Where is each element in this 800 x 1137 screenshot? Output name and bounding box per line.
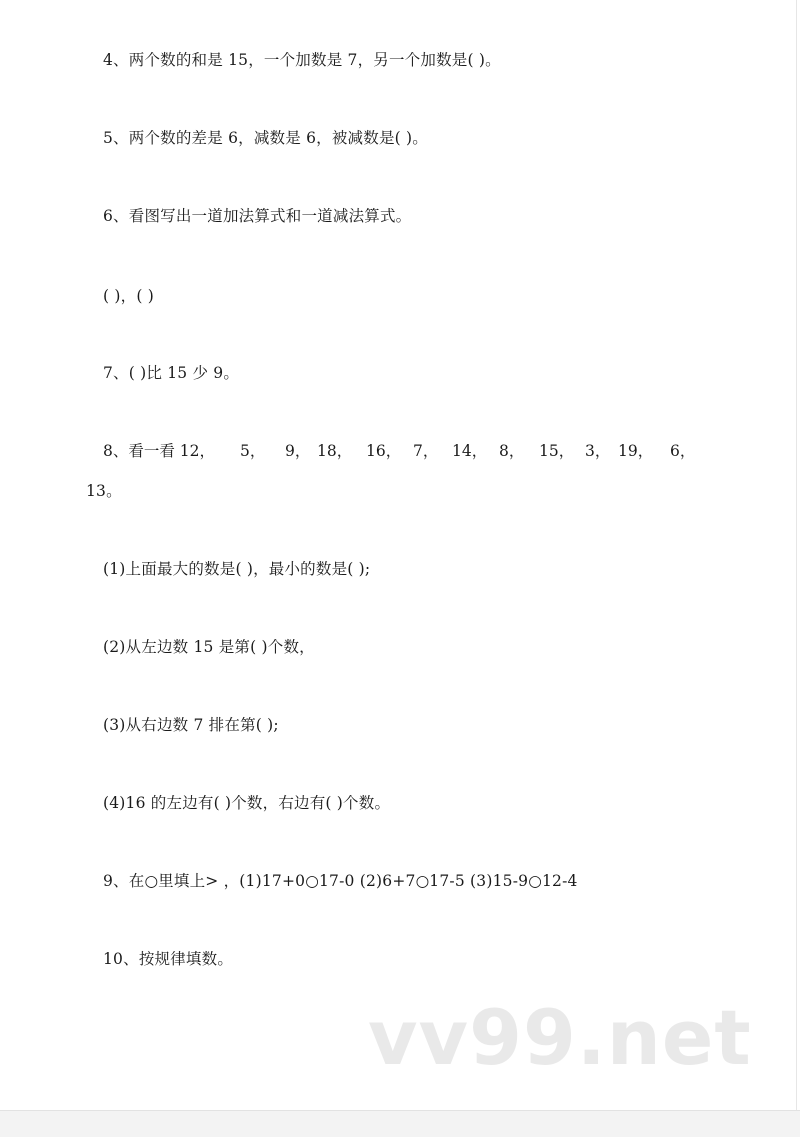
question-10: 10、按规律填数。 bbox=[103, 950, 234, 968]
watermark: vv99.net bbox=[368, 993, 752, 1082]
q8-number: 7， bbox=[413, 442, 439, 460]
question-8-sub-3: (3)从右边数 7 排在第( ); bbox=[103, 716, 279, 734]
q8-number: 5， bbox=[240, 442, 266, 460]
q8-number: 18， bbox=[317, 442, 353, 460]
q8-number: 15， bbox=[539, 442, 575, 460]
question-8-sub-4: (4)16 的左边有( )个数，右边有( )个数。 bbox=[103, 794, 391, 812]
question-4: 4、两个数的和是 15，一个加数是 7，另一个加数是( )。 bbox=[103, 51, 501, 69]
q8-number: 16， bbox=[366, 442, 402, 460]
question-8-intro: 8、看一看 12， bbox=[103, 442, 216, 460]
question-8-wrap: 13。 bbox=[86, 482, 122, 500]
q8-number: 14， bbox=[452, 442, 488, 460]
question-6-answer-blanks: ( )，( ) bbox=[103, 287, 154, 305]
q8-number: 9， bbox=[285, 442, 311, 460]
q8-number: 19， bbox=[618, 442, 654, 460]
q8-number: 6， bbox=[670, 442, 696, 460]
question-8-number-row bbox=[103, 440, 703, 462]
page-bottom-gap bbox=[0, 1110, 800, 1137]
question-5: 5、两个数的差是 6，减数是 6，被减数是( )。 bbox=[103, 129, 428, 147]
q8-number: 8， bbox=[499, 442, 525, 460]
question-9: 9、在○里填上> ，(1)17+0○17-0 (2)6+7○17-5 (3)15-9○12-4 bbox=[103, 872, 578, 890]
question-6: 6、看图写出一道加法算式和一道减法算式。 bbox=[103, 207, 412, 225]
q8-number: 3， bbox=[585, 442, 611, 460]
question-8-sub-2: (2)从左边数 15 是第( )个数， bbox=[103, 638, 315, 656]
question-7: 7、( )比 15 少 9。 bbox=[103, 364, 240, 382]
question-8-sub-1: (1)上面最大的数是( )，最小的数是( ); bbox=[103, 560, 371, 578]
